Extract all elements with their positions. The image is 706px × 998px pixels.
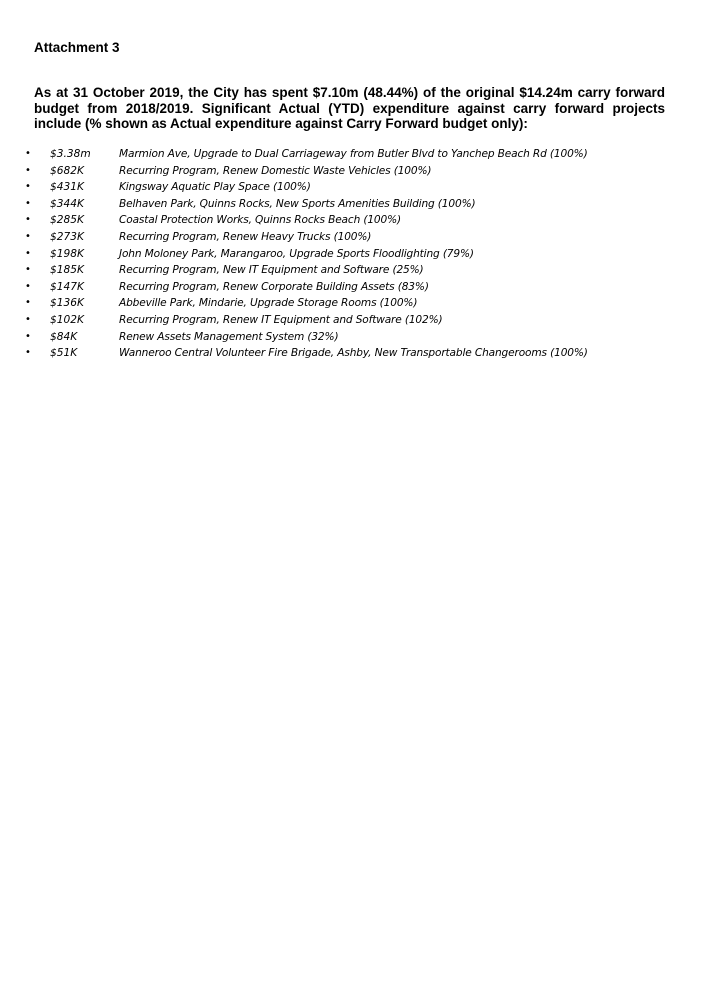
- item-description: Recurring Program, Renew IT Equipment and Software (102%): [119, 313, 443, 326]
- list-item: [0, 163, 706, 180]
- expenditure-list: [0, 146, 706, 362]
- list-item: [0, 312, 706, 329]
- item-description: Kingsway Aquatic Play Space (100%): [119, 181, 311, 194]
- list-item: [0, 262, 706, 279]
- bullet-icon: •: [25, 280, 31, 292]
- item-amount: $344K: [50, 197, 84, 210]
- item-description: John Moloney Park, Marangaroo, Upgrade Sports Floodlighting (79%): [119, 247, 474, 260]
- attachment-heading: Attachment 3: [34, 40, 120, 55]
- bullet-icon: •: [25, 330, 31, 342]
- item-description: Wanneroo Central Volunteer Fire Brigade, Ashby, New Transportable Changerooms (100%): [119, 347, 588, 360]
- item-amount: $84K: [50, 330, 78, 343]
- bullet-icon: •: [25, 197, 31, 209]
- item-description: Coastal Protection Works, Quinns Rocks Beach (100%): [119, 214, 402, 227]
- item-description: Renew Assets Management System (32%): [119, 330, 339, 343]
- list-item: [0, 196, 706, 213]
- bullet-icon: •: [25, 347, 31, 359]
- list-item: [0, 345, 706, 362]
- bullet-icon: •: [25, 297, 31, 309]
- item-description: Recurring Program, Renew Domestic Waste Vehicles (100%): [119, 164, 432, 177]
- item-description: Recurring Program, Renew Heavy Trucks (100%): [119, 230, 372, 243]
- list-item: [0, 246, 706, 263]
- list-item: [0, 212, 706, 229]
- list-item: [0, 279, 706, 296]
- intro-paragraph: As at 31 October 2019, the City has spent $7.10m (48.44%) of the original $14.24m carry forward budget from 2018/2019. Significant Actual (YTD) expenditure against carry forward projects include (% shown as Actual expenditure against Carry Forward budget only):: [34, 85, 665, 131]
- item-description: Belhaven Park, Quinns Rocks, New Sports Amenities Building (100%): [119, 197, 476, 210]
- list-item: [0, 329, 706, 346]
- list-item: [0, 146, 706, 163]
- bullet-icon: •: [25, 148, 31, 159]
- list-item: [0, 295, 706, 312]
- bullet-icon: •: [25, 181, 31, 193]
- item-amount: $51K: [50, 347, 78, 360]
- bullet-icon: •: [25, 230, 31, 242]
- item-amount: $682K: [50, 164, 84, 177]
- item-amount: $102K: [50, 313, 84, 326]
- item-amount: $185K: [50, 264, 84, 277]
- item-amount: $136K: [50, 297, 84, 310]
- item-amount: $147K: [50, 280, 84, 293]
- item-amount: $3.38m: [50, 148, 91, 160]
- item-description: Recurring Program, Renew Corporate Building Assets (83%): [119, 280, 429, 293]
- item-description: Abbeville Park, Mindarie, Upgrade Storage Rooms (100%): [119, 297, 418, 310]
- list-item: [0, 229, 706, 246]
- item-description: Marmion Ave, Upgrade to Dual Carriageway from Butler Blvd to Yanchep Beach Rd (100%): [119, 148, 588, 160]
- bullet-icon: •: [25, 214, 31, 226]
- list-item: [0, 179, 706, 196]
- bullet-icon: •: [25, 313, 31, 325]
- item-amount: $431K: [50, 181, 84, 194]
- item-amount: $273K: [50, 230, 84, 243]
- bullet-icon: •: [25, 247, 31, 259]
- item-amount: $285K: [50, 214, 84, 227]
- bullet-icon: •: [25, 164, 31, 176]
- bullet-icon: •: [25, 264, 31, 276]
- item-amount: $198K: [50, 247, 84, 260]
- item-description: Recurring Program, New IT Equipment and Software (25%): [119, 264, 424, 277]
